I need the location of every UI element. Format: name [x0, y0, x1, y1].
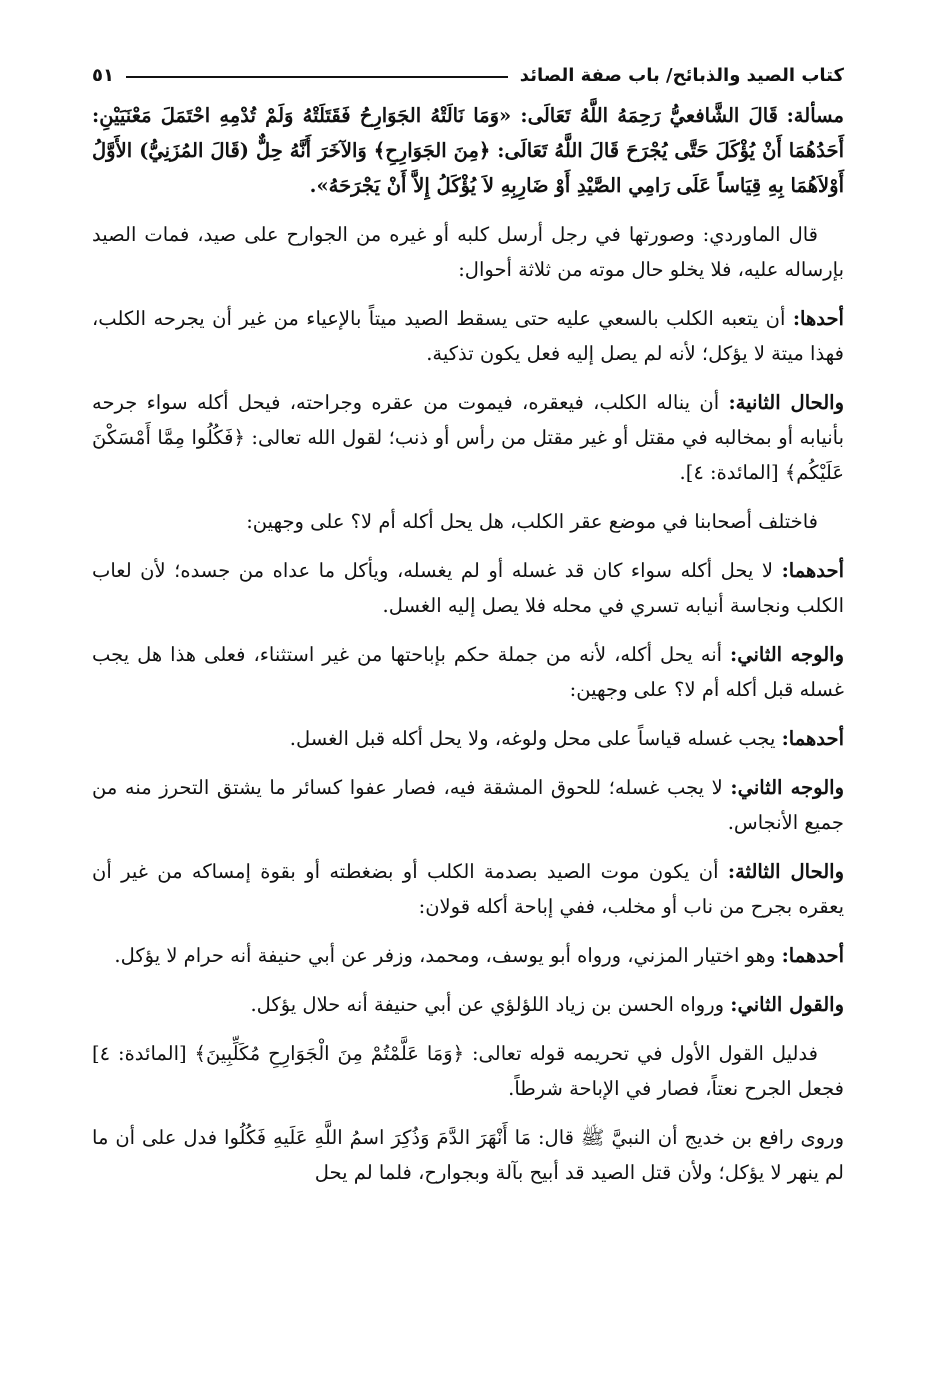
paragraph-text: لا يحل أكله سواء كان قد غسله أو لم يغسله، ويأكل ما عداه من جسده؛ لأن لعاب الكلب ونجاسة أنيابه تسري في محله فلا يصل إليه الغسل.: [92, 559, 844, 617]
paragraph-text: أنه يحل أكله، لأنه من جملة حكم بإباحتها من غير استثناء، فعلى هذا هل يجب غسله قبل أكله أم لا؟ على وجهين:: [92, 643, 844, 701]
paragraph: [92, 770, 844, 840]
header-rule: [126, 76, 508, 78]
paragraph-text: أن يكون موت الصيد بصدمة الكلب أو بضغطته أو بقوة إمساكه من غير أن يعقره بجرح من ناب أو مخلب، ففي إباحة أكله قولان:: [92, 860, 844, 918]
page-number: ٥١: [92, 64, 114, 86]
paragraph: [92, 987, 844, 1022]
paragraph-lead: أحدهما:: [781, 559, 844, 582]
paragraph: [92, 938, 844, 973]
paragraph-lead: والحال الثانية:: [728, 391, 844, 414]
paragraph-lead: والحال الثالثة:: [727, 860, 844, 883]
paragraph-lead: أحدهما:: [781, 944, 844, 967]
paragraph-text: وروى رافع بن خديج أن النبيَّ ﷺ قال: مَا أَنْهَرَ الدَّمَ وَذُكِرَ اسمُ اللَّهِ عَلَيهِ فَكُلُوا فدل على أن ما لم ينهر لا يؤكل؛ ولأن قتل الصيد قد أبيح بآلة وبجوارح، فلما لم يحل: [92, 1126, 844, 1184]
book-page: [92, 58, 844, 1358]
paragraph-text: أن يناله الكلب، فيعقره، فيموت من عقره وجراحته، فيحل أكله سواء جرحه بأنيابه أو بمخالبه في مقتل أو غير مقتل من رأس أو ذنب؛ لقول الله تعالى: ﴿فَكُلُوا مِمَّا أَمْسَكْنَ عَلَيْكُم﴾ [المائدة: ٤].: [92, 391, 844, 484]
paragraph-text: فاختلف أصحابنا في موضع عقر الكلب، هل يحل أكله أم لا؟ على وجهين:: [246, 510, 818, 533]
paragraph: [92, 301, 844, 371]
page-header: [92, 58, 844, 92]
paragraph-lead: والقول الثاني:: [730, 993, 844, 1016]
paragraph-lead: أحدهما:: [781, 727, 844, 750]
paragraph: [92, 721, 844, 756]
page-content: [92, 98, 844, 1190]
paragraph-lead: أحدها:: [792, 307, 844, 330]
paragraph: [92, 637, 844, 707]
paragraph: [92, 854, 844, 924]
paragraph: [92, 553, 844, 623]
paragraph-text: ورواه الحسن بن زياد اللؤلؤي عن أبي حنيفة أنه حلال يؤكل.: [250, 993, 725, 1016]
paragraph-text: فدليل القول الأول في تحريمه قوله تعالى: ﴿وَمَا عَلَّمْتُمْ مِنَ الْجَوَارِحِ مُكَلِّبِينَ﴾ [المائدة: ٤] فجعل الجرح نعتاً، فصار في الإباحة شرطاً.: [92, 1042, 844, 1100]
paragraph-text: قَالَ الشَّافعيُّ رَحِمَهُ اللَّهُ تَعَالَى: «وَمَا نَالَتْهُ الجَوَارِحُ فَقَتَلَتْهُ وَلَمْ تُدْمِهِ احْتَمَلَ مَعْنَيَيْنِ: أَحَدُهُمَا أَنْ يُؤْكَلَ حَتَّى يُجْرَحَ قَالَ اللَّهُ تَعَالَى: ﴿مِنَ الجَوَارِحِ﴾ وَالآخَرَ أَنَّهُ حِلٌّ (قَالَ المُزَنِيُّ) الأَوَّلُ أَوْلاَهُمَا بِهِ قِيَاساً عَلَى رَامِي الصَّيْدِ أَوْ ضَارِبِهِ لاَ يُؤْكَلُ إِلاَّ أَنْ يَجْرَحَهُ».: [92, 104, 844, 197]
paragraph: [92, 98, 844, 203]
paragraph-lead: مسألة:: [786, 104, 844, 127]
paragraph-text: لا يجب غسله؛ للحوق المشقة فيه، فصار عفوا كسائر ما يشتق التحرز منه من جميع الأنجاس.: [92, 776, 844, 834]
paragraph: [92, 1036, 844, 1106]
paragraph-text: أن يتعبه الكلب بالسعي عليه حتى يسقط الصيد ميتاً بالإعياء من غير أن يجرحه الكلب، فهذا ميتة لا يؤكل؛ لأنه لم يصل إليه فعل يكون تذكية.: [92, 307, 844, 365]
paragraph-text: يجب غسله قياساً على محل ولوغه، ولا يحل أكله قبل الغسل.: [289, 727, 776, 750]
paragraph: [92, 504, 844, 539]
paragraph-lead: والوجه الثاني:: [730, 643, 845, 666]
paragraph-lead: والوجه الثاني:: [730, 776, 844, 799]
paragraph: [92, 385, 844, 490]
paragraph: [92, 1120, 844, 1190]
paragraph: [92, 217, 844, 287]
paragraph-text: قال الماوردي: وصورتها في رجل أرسل كلبه أو غيره من الجوارح على صيد، فمات الصيد بإرساله عليه، فلا يخلو حال موته من ثلاثة أحوال:: [92, 223, 844, 281]
paragraph-text: وهو اختيار المزني، ورواه أبو يوسف، ومحمد، وزفر عن أبي حنيفة أنه حرام لا يؤكل.: [114, 944, 776, 967]
running-title: كتاب الصيد والذبائح/ باب صفة الصائد: [519, 64, 844, 86]
